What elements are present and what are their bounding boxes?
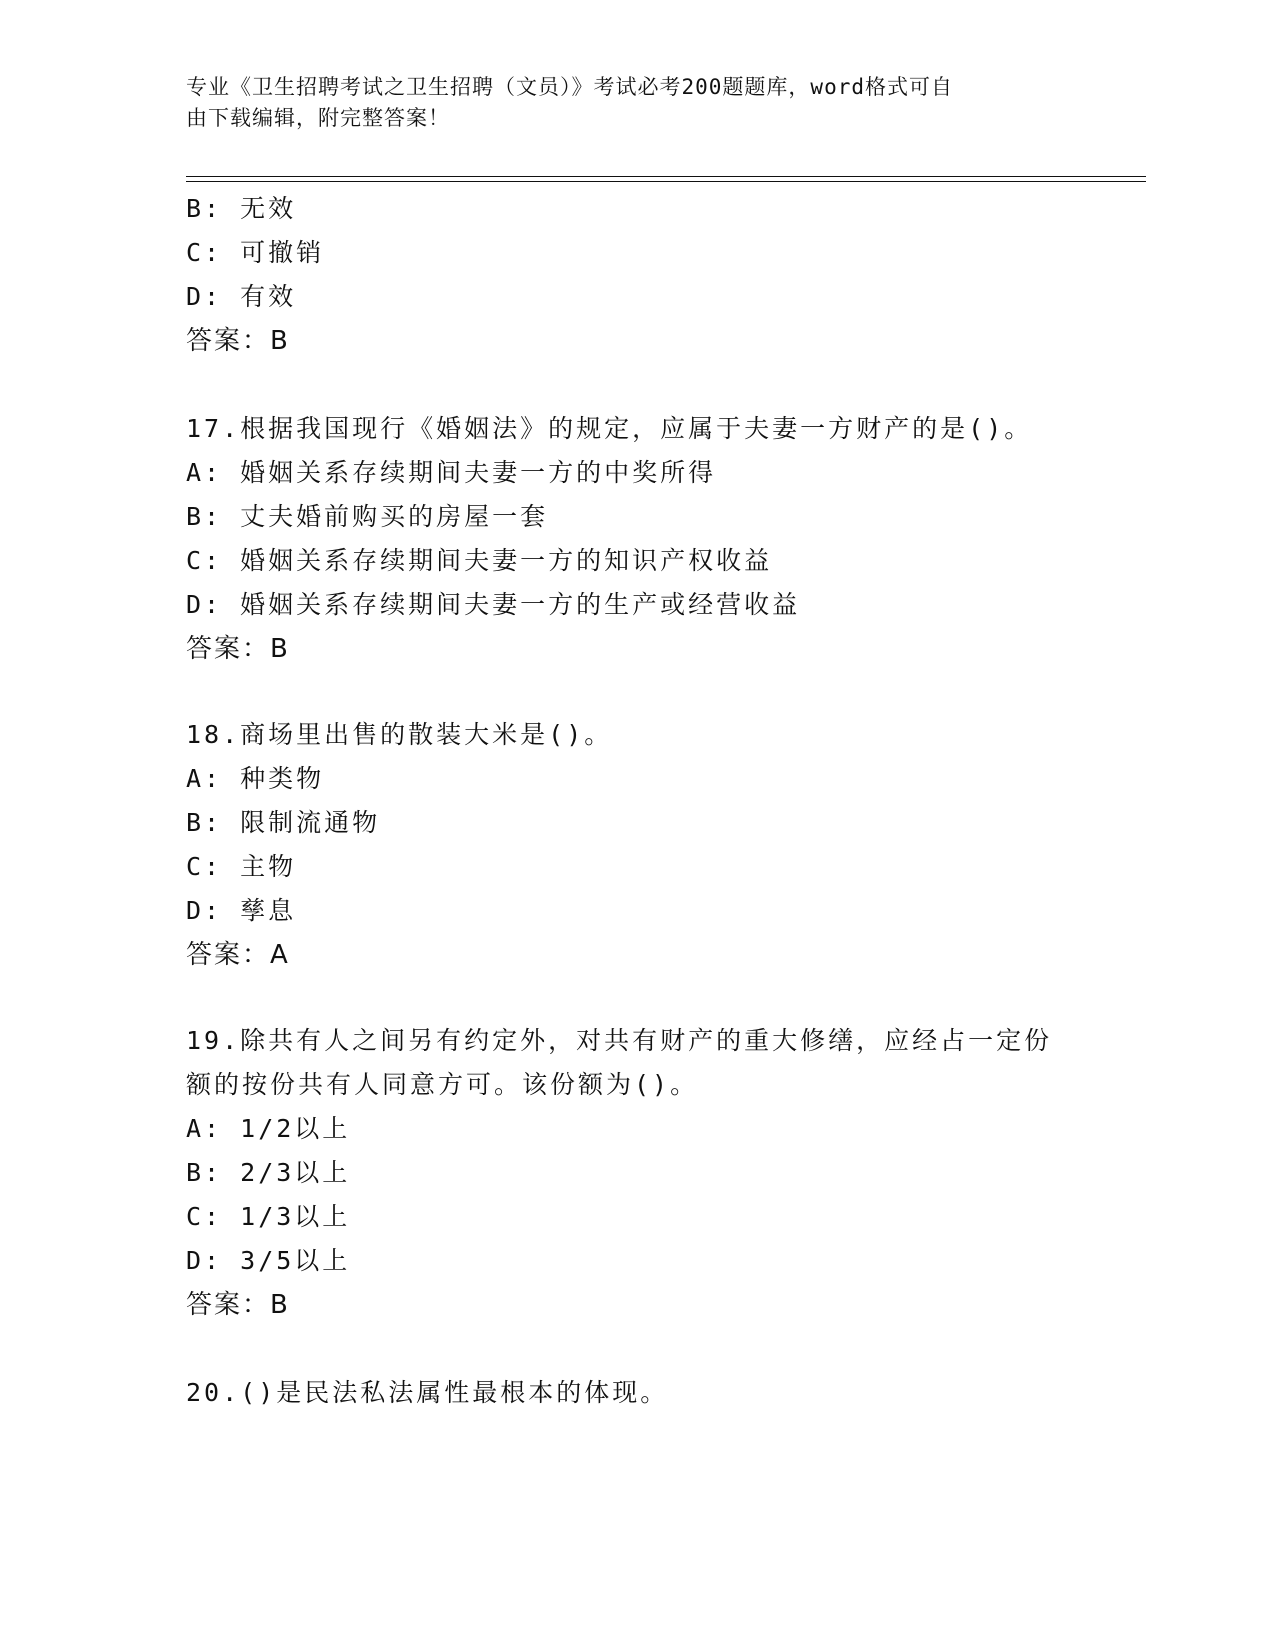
q18-question: 18.商场里出售的散装大米是()。 (186, 720, 613, 749)
q18-option-d: D: 孳息 (186, 896, 297, 925)
header-line-2: 由下载编辑，附完整答案！ (186, 106, 450, 130)
q19-question-line-1: 19.除共有人之间另有约定外，对共有财产的重大修缮，应经占一定份 (186, 1026, 1053, 1055)
q17-answer: 答案：B (186, 634, 290, 664)
q19-option-b: B: 2/3以上 (186, 1158, 351, 1187)
q17-question: 17.根据我国现行《婚姻法》的规定，应属于夫妻一方财产的是()。 (186, 414, 1033, 443)
q18-option-b: B: 限制流通物 (186, 808, 381, 837)
q17-option-d: D: 婚姻关系存续期间夫妻一方的生产或经营收益 (186, 590, 801, 619)
q19-question-line-2: 额的按份共有人同意方可。该份额为()。 (186, 1070, 699, 1099)
q16-answer: 答案：B (186, 326, 290, 356)
header-divider-bottom (186, 181, 1146, 182)
q20-question: 20.()是民法私法属性最根本的体现。 (186, 1378, 669, 1407)
q19-option-a: A: 1/2以上 (186, 1114, 351, 1143)
q19-option-c: C: 1/3以上 (186, 1202, 351, 1231)
header-divider-top (186, 176, 1146, 177)
q18-answer: 答案：A (186, 940, 290, 970)
q18-option-c: C: 主物 (186, 852, 297, 881)
q19-answer: 答案：B (186, 1290, 290, 1320)
q16-option-d: D: 有效 (186, 282, 297, 311)
q19-option-d: D: 3/5以上 (186, 1246, 351, 1275)
q17-option-c: C: 婚姻关系存续期间夫妻一方的知识产权收益 (186, 546, 773, 575)
q18-option-a: A: 种类物 (186, 764, 325, 793)
q16-option-c: C: 可撤销 (186, 238, 325, 267)
q16-option-b: B: 无效 (186, 194, 297, 223)
q17-option-b: B: 丈夫婚前购买的房屋一套 (186, 502, 549, 531)
q17-option-a: A: 婚姻关系存续期间夫妻一方的中奖所得 (186, 458, 717, 487)
header-line-1: 专业《卫生招聘考试之卫生招聘（文员）》考试必考200题题库，word格式可自 (186, 75, 953, 99)
document-header (186, 72, 1086, 134)
